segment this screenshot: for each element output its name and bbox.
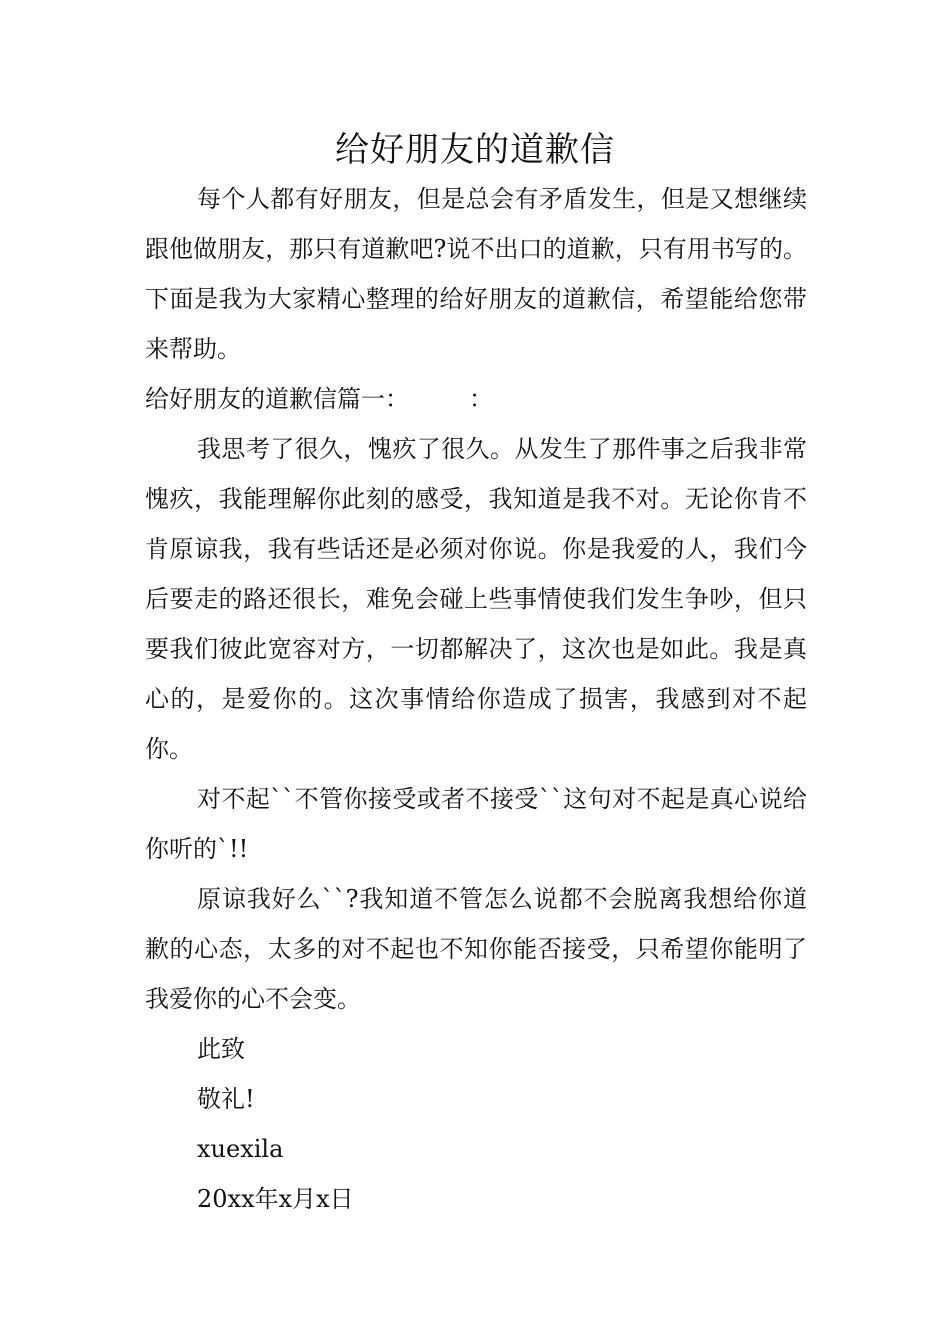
document-title: 给好朋友的道歉信 <box>335 130 615 170</box>
signature: xuexila <box>197 1135 284 1163</box>
letter-paragraph-1: 我思考了很久，愧疚了很久。从发生了那件事之后我非常愧疚，我能理解你此刻的感受，我知道是我不对。无论你肯不肯原谅我，我有些话还是必须对你说。你是我爱的人，我们今后要走的路还很长，难免会碰上些事情使我们发生争吵，但只要我们彼此宽容对方，一切都解决了，这次也是如此。我是真心的，是爱你的。这次事情给你造成了损害，我感到对不起你。 <box>145 435 807 763</box>
closing-salutation: 此致 <box>197 1035 245 1063</box>
letter-body <box>145 174 807 1224</box>
letter-date: 20xx年x月x日 <box>197 1185 354 1213</box>
closing-regards: 敬礼! <box>197 1085 255 1113</box>
section-heading: 给好朋友的道歉信篇一： ： <box>145 385 493 413</box>
intro-paragraph: 每个人都有好朋友，但是总会有矛盾发生，但是又想继续跟他做朋友，那只有道歉吧?说不出口的道歉，只有用书写的。下面是我为大家精心整理的给好朋友的道歉信，希望能给您带来帮助。 <box>145 185 807 363</box>
letter-paragraph-2: 对不起``不管你接受或者不接受``这句对不起是真心说给你听的`!! <box>145 785 807 863</box>
letter-paragraph-3: 原谅我好么``?我知道不管怎么说都不会脱离我想给你道歉的心态，太多的对不起也不知你能否接受，只希望你能明了我爱你的心不会变。 <box>145 885 807 1013</box>
